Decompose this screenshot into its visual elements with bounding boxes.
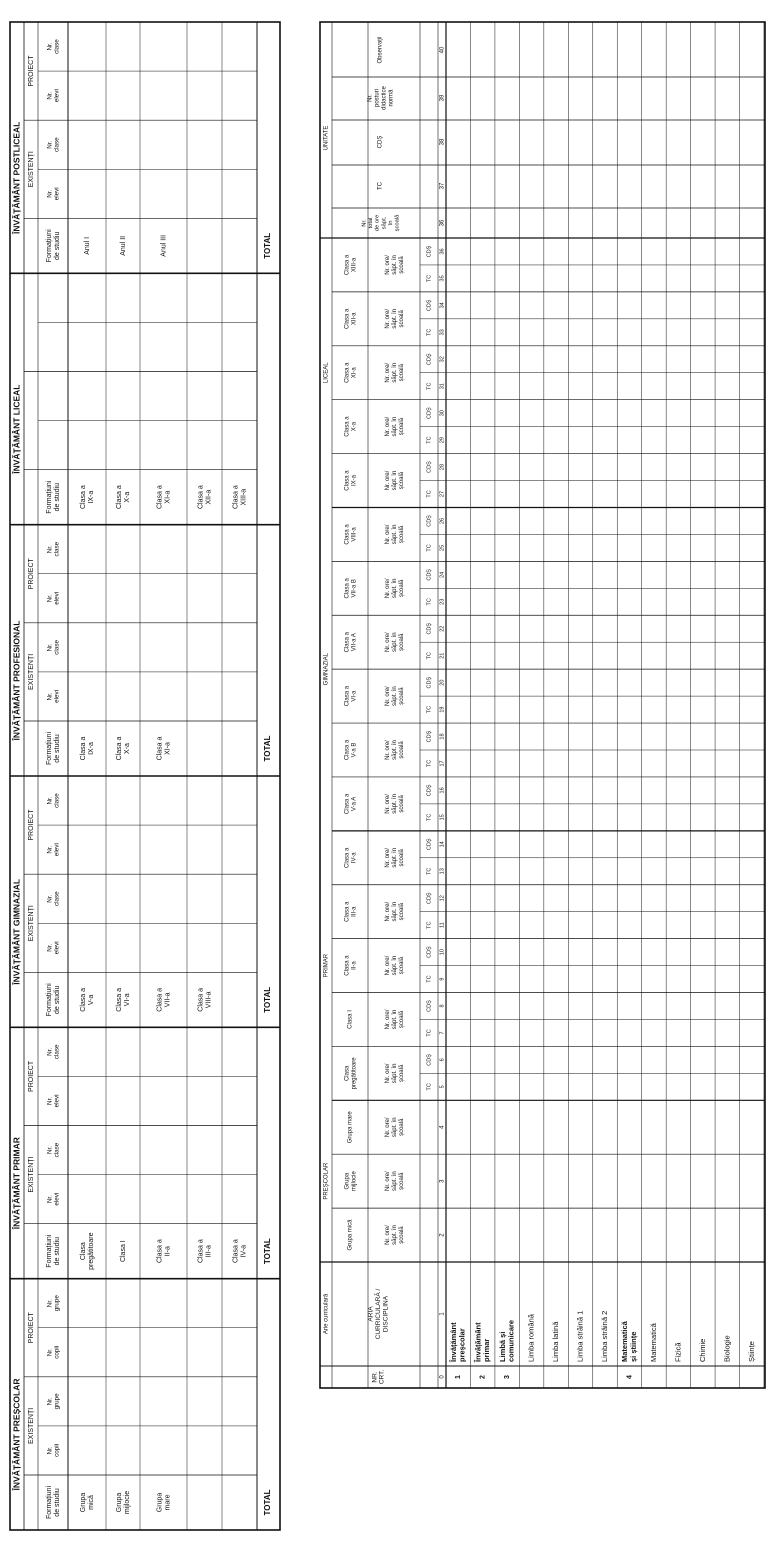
column-header: Nr.grupe [46, 1393, 61, 1410]
col-number: 30 [439, 410, 446, 417]
col-number: 5 [439, 1085, 446, 1089]
grade-header: Clasa aIX-a [344, 470, 358, 491]
cds-label: CDȘ [426, 892, 433, 905]
col-number: 12 [439, 895, 446, 902]
existent-header: EXISTENȚI [27, 151, 35, 188]
column-header: Nr.elevi [46, 843, 61, 857]
row-label: Clasa aVIII-a [197, 987, 213, 1012]
col-number: 9 [439, 977, 446, 981]
cds-label: CDȘ [426, 946, 433, 958]
discipline-name: Limba română [526, 1314, 536, 1362]
tc-label: TC [426, 382, 433, 390]
hours-label: Nr. ore/săpt. înșcoală [384, 1009, 405, 1030]
grade-header: Clasa aVI-a [344, 685, 358, 707]
hours-label: Nr. ore/săpt. înșcoală [384, 1063, 405, 1084]
tc-label: TC [426, 1083, 433, 1091]
column-header: Nr.elevi [46, 1094, 61, 1108]
column-header: Nr.grupe [46, 1295, 61, 1312]
grade-header: Grupa mică [347, 1219, 354, 1251]
form-header: Formațiunide studiu [45, 1485, 61, 1520]
tc-label: TC [426, 759, 433, 768]
column-header: Nr.elevi [46, 187, 61, 201]
row-label: Grupamică [79, 1492, 95, 1513]
row-label: Clasapregătitoare [79, 1232, 95, 1270]
form-header: Formațiunide studiu [45, 983, 61, 1017]
row-number: 4 [626, 1375, 634, 1379]
existent-header: EXISTENȚI [27, 653, 35, 691]
col-number: 17 [439, 760, 446, 767]
col-number: 40 [439, 46, 446, 54]
col-number: 6 [439, 1058, 446, 1062]
cds-label: CDȘ [426, 1054, 433, 1066]
tc-label: TC [426, 1029, 433, 1037]
column-header: Nr.clase [46, 137, 61, 153]
cds-label: CDȘ [426, 299, 433, 312]
row-label: Clasa aXII-a [197, 485, 213, 510]
form-header: Formațiunide studiu [45, 229, 61, 263]
row-label: Anul II [119, 235, 127, 256]
nr-crt-header: NR.CRT. [370, 1369, 386, 1385]
hours-label: Nr. ore/săpt. înșcoală [384, 740, 405, 760]
col-number: 3 [439, 1179, 446, 1183]
section-title: ÎNVĂȚĂMÂNT GIMNAZIAL [11, 878, 22, 985]
cds-label: CDȘ [426, 838, 433, 851]
cds-label: CDȘ [426, 1000, 433, 1012]
col-number: 27 [439, 490, 446, 498]
col-number: 20 [439, 679, 446, 686]
proiect-header: PROIECT [27, 1060, 35, 1092]
col-number: 15 [439, 814, 446, 821]
col-number: 16 [439, 787, 446, 794]
col-number: 22 [439, 625, 446, 632]
row-label: Grupamare [156, 1492, 172, 1513]
tc-label: TC [426, 867, 433, 875]
section-title: ÎNVĂȚĂMÂNT LICEAL [11, 384, 22, 474]
discipline-name: Limba străină 2 [599, 1310, 609, 1362]
col-number: 28 [439, 463, 446, 471]
hours-label: Nr. ore/săpt. înșcoală [384, 470, 405, 491]
col-number: 39 [439, 94, 446, 102]
proiect-header: PROIECT [27, 1312, 35, 1344]
tc-label: TC [426, 490, 433, 498]
hours-label: Nr. ore/săpt. înșcoală [384, 901, 405, 922]
discipline-name: Învățământpreșcolar [448, 1322, 467, 1362]
form-header: Formațiunide studiu [45, 1234, 61, 1268]
grade-header: Clasa aIV-a [344, 847, 358, 868]
discipline-name: Limba străină 1 [575, 1310, 585, 1362]
discipline-name: Limbă șicomunicare [497, 1319, 516, 1362]
form-header: Formațiunide studiu [45, 480, 61, 514]
cds-label: CDȘ [426, 730, 433, 743]
existent-header: EXISTENȚI [27, 1156, 35, 1193]
unit-tc: TC [377, 182, 384, 190]
existent-header: EXISTENȚI [27, 1407, 35, 1445]
section-title: ÎNVĂȚĂMÂNT PRIMAR [11, 1137, 22, 1230]
discipline-name: Învățământprimar [473, 1322, 491, 1362]
hours-label: Nr. ore/săpt. înșcoală [384, 794, 405, 814]
proiect-header: PROIECT [27, 55, 35, 87]
section-title: ÎNVĂȚĂMÂNT PROFESIONAL [11, 620, 22, 741]
hours-label: Nr. ore/săpt. înșcoală [384, 255, 405, 275]
hours-label: Nr. ore/săpt. înșcoală [384, 632, 405, 653]
existent-header: EXISTENȚI [27, 905, 35, 942]
tc-label: TC [426, 921, 433, 929]
group-header: PRIMAR [323, 953, 330, 978]
group-header: GIMNAZIAL [323, 652, 330, 686]
row-label: Clasa aIII-a [197, 1239, 213, 1264]
row-label: Clasa aIX-a [79, 485, 95, 510]
posts-header: Nr.posturididacticenormă [367, 86, 394, 110]
column-header: Nr.copii [46, 1443, 61, 1457]
col-number: 23 [439, 598, 446, 605]
section-title: ÎNVĂȚĂMÂNT POSTLICEAL [11, 121, 22, 235]
column-header: Nr.clase [46, 640, 61, 655]
row-label: Clasa aXIII-a [232, 485, 248, 510]
tc-label: TC [426, 274, 433, 283]
tc-label: TC [426, 975, 433, 983]
hours-label: Nr. ore/săpt. înșcoală [384, 847, 405, 868]
hours-label: Nr. ore/săpt. înșcoală [384, 416, 405, 437]
group-header: PREȘCOLAR [323, 1162, 330, 1200]
col-number: 26 [439, 517, 446, 525]
grade-header: Clasa aXIII-a [344, 254, 358, 276]
col-number: 0 [439, 1375, 446, 1379]
column-header: Nr.clase [46, 891, 61, 907]
group-header: UNITATE [323, 125, 330, 151]
total-label: TOTAL [263, 986, 273, 1013]
discipline-name: Fizică [673, 1342, 683, 1362]
col-number: 10 [439, 949, 446, 956]
section-title: ÎNVĂȚĂMÂNT PREȘCOLAR [11, 1378, 22, 1491]
hours-label: Nr. ore/săpt. înșcoală [384, 578, 405, 599]
row-label: Grupamijlocie [115, 1490, 131, 1515]
total-label: TOTAL [263, 1489, 273, 1516]
column-header: Nr.clase [46, 1044, 61, 1060]
cds-label: CDȘ [426, 622, 433, 635]
col-number: 24 [439, 571, 446, 578]
hours-label: Nr. ore/săpt. înșcoală [384, 1225, 405, 1245]
discipline-header: ARIACURRICULARĂ /DISCIPLINA [367, 1288, 390, 1340]
col-number: 34 [439, 302, 446, 309]
row-number: 3 [503, 1375, 511, 1379]
hours-label: Nr. ore/săpt. înșcoală [384, 1171, 405, 1192]
cds-label: CDȘ [426, 245, 433, 258]
row-label: Clasa aIV-a [232, 1239, 248, 1264]
cds-label: CDȘ [426, 569, 433, 581]
col-number: 25 [439, 544, 446, 551]
row-label: Clasa aX-a [115, 485, 131, 510]
row-label: Clasa aVII-a [156, 987, 172, 1012]
grade-header: Clasapregătitoare [344, 1057, 358, 1090]
col-number: 8 [439, 1004, 446, 1008]
column-header: Nr.elevi [46, 941, 61, 955]
hours-label: Nr. ore/săpt. înșcoală [384, 308, 405, 329]
col-number: 33 [439, 329, 446, 336]
row-label: Anul I [83, 236, 91, 255]
row-number: 1 [455, 1375, 463, 1379]
row-label: Clasa aV-a [79, 987, 95, 1012]
column-header: Nr.clase [46, 541, 61, 557]
col-number: 21 [439, 652, 446, 659]
discipline-name: Științe [746, 1341, 756, 1362]
hours-label: Nr. ore/săpt. înșcoală [384, 1117, 405, 1138]
total-label: TOTAL [263, 1238, 273, 1265]
hours-label: Nr. ore/săpt. înșcoală [384, 686, 405, 706]
tc-label: TC [426, 328, 433, 336]
col-number: 4 [439, 1125, 446, 1129]
col-number: 35 [439, 275, 446, 282]
column-header: Nr.clase [46, 1142, 61, 1158]
tc-label: TC [426, 652, 433, 660]
column-header: Nr.elevi [46, 689, 61, 703]
tc-label: TC [426, 544, 433, 552]
grade-header: Clasa aVII-a B [344, 578, 358, 599]
col-number: 36 [439, 248, 446, 255]
col-number: 7 [439, 1031, 446, 1035]
tc-label: TC [426, 705, 433, 714]
discipline-name: Biologie [722, 1335, 732, 1362]
observations-header: Observații [377, 36, 384, 64]
grade-header: Clasa I [347, 1010, 354, 1029]
row-number: 2 [479, 1375, 487, 1379]
grade-header: Clasa aVIII-a [344, 524, 358, 545]
discipline-name: Matematicăși științe [620, 1321, 638, 1362]
col-number: 1 [439, 1312, 446, 1316]
row-label: Clasa aII-a [156, 1239, 172, 1264]
tc-label: TC [426, 436, 433, 444]
proiect-header: PROIECT [27, 558, 35, 590]
discipline-name: Chimie [697, 1338, 707, 1362]
row-label: Anul III [160, 234, 168, 257]
discipline-name: Limba latină [551, 1321, 561, 1362]
col-number: 19 [439, 706, 446, 713]
column-header: Nr.copii [46, 1345, 61, 1359]
col-number: 36 [439, 219, 446, 227]
row-label: Clasa aIX-a [79, 736, 95, 761]
grade-header: Clasa aVII-a A [344, 632, 358, 653]
column-header: Nr.elevi [46, 89, 61, 103]
col-number: 11 [439, 922, 446, 929]
col-number: 2 [439, 1233, 446, 1237]
column-header: Nr.elevi [46, 591, 61, 605]
row-label: Clasa I [119, 1240, 127, 1263]
column-header: Nr.clase [46, 39, 61, 54]
grade-header: Clasa aXII-a [344, 308, 358, 330]
total-label: TOTAL [263, 232, 273, 259]
hours-label: Nr. ore/săpt. înșcoală [384, 362, 405, 383]
grade-header: Grupamijlocie [344, 1171, 358, 1192]
total-label: TOTAL [263, 735, 273, 762]
unit-cds: CDȘ [377, 135, 384, 149]
column-header: Nr.clase [46, 793, 61, 808]
total-hours-header: Nr.totalde oresăpt.înșcoală [360, 214, 401, 232]
row-label: Clasa aX-a [115, 736, 131, 761]
row-label: Clasa aVI-a [115, 987, 131, 1012]
col-number: 13 [439, 868, 446, 875]
cds-label: CDȘ [426, 784, 433, 797]
row-label: Clasa aXI-a [156, 736, 172, 761]
grade-header: Clasa aV-a A [344, 793, 358, 815]
row-label: Clasa aXI-a [156, 485, 172, 510]
col-number: 14 [439, 841, 446, 848]
grade-header: Clasa aII-a [344, 955, 358, 976]
tc-label: TC [426, 598, 433, 606]
grade-header: Clasa aV-a B [344, 739, 358, 761]
grade-header: Clasa aIII-a [344, 901, 358, 922]
form-header: Formațiunide studiu [45, 731, 61, 766]
col-number: 31 [439, 383, 446, 390]
cds-label: CDȘ [426, 407, 433, 419]
col-number: 38 [439, 138, 446, 146]
col-number: 32 [439, 356, 446, 363]
grade-header: Grupa mare [347, 1111, 354, 1144]
grade-header: Clasa aXI-a [344, 362, 358, 383]
hours-label: Nr. ore/săpt. înșcoală [384, 955, 405, 976]
col-number: 37 [439, 182, 446, 190]
cds-label: CDȘ [426, 515, 433, 527]
group-header: LICEAL [323, 362, 330, 384]
grade-header: Clasa aX-a [344, 416, 358, 437]
discipline-name: Matematică [648, 1323, 658, 1362]
cds-label: CDȘ [426, 676, 433, 689]
tc-label: TC [426, 813, 433, 822]
hours-label: Nr. ore/săpt. înșcoală [384, 524, 405, 545]
cds-label: CDȘ [426, 461, 433, 473]
proiect-header: PROIECT [27, 809, 35, 841]
col-number: 29 [439, 437, 446, 444]
col-number: 18 [439, 733, 446, 740]
cds-label: CDȘ [426, 353, 433, 366]
column-header: Nr.elevi [46, 1192, 61, 1206]
arie-header: Arie curriculară [323, 1293, 330, 1335]
